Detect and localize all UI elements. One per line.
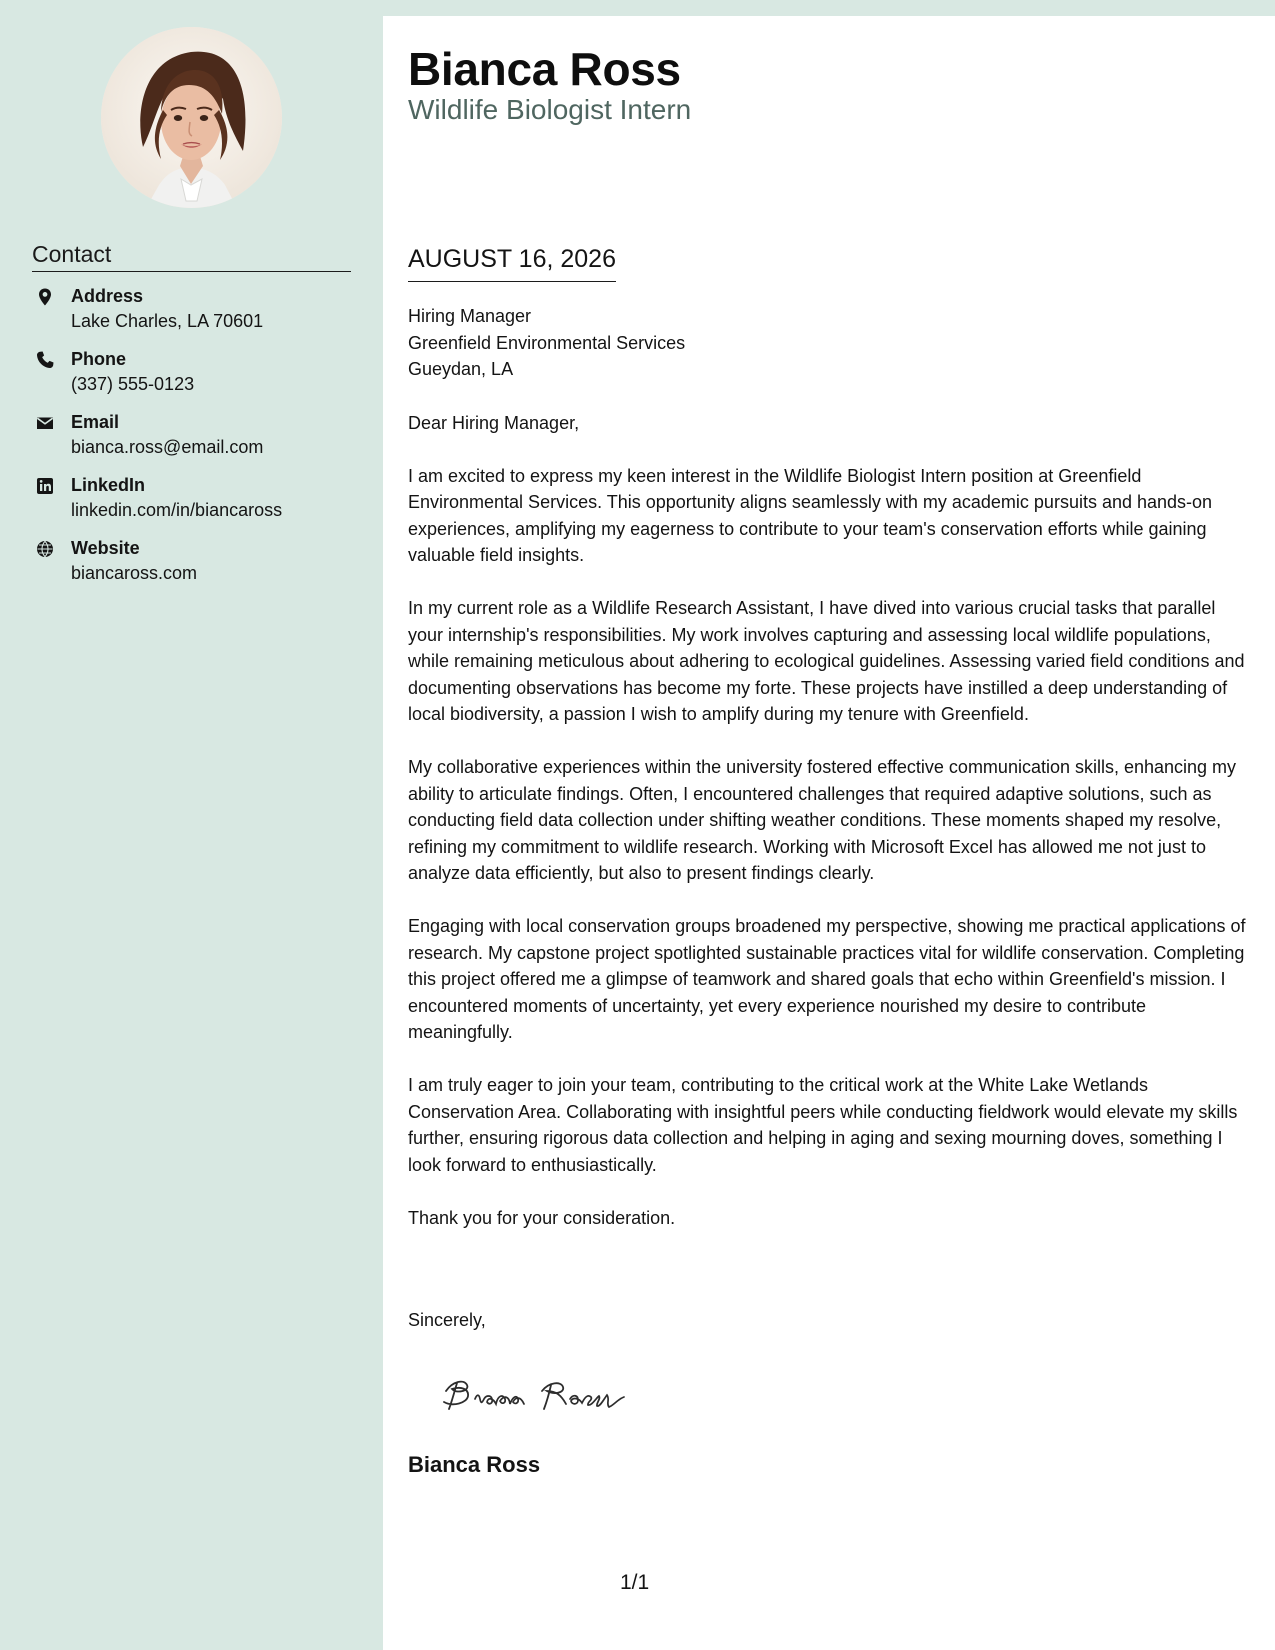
- signature: [440, 1360, 640, 1420]
- letter-date: AUGUST 16, 2026: [408, 243, 616, 282]
- contact-item-address: [32, 284, 362, 347]
- letter-paragraph: I am truly eager to join your team, contributing to the critical work at the White Lake Wetlands Conservation Area. Collaborating with insightful peers while conducting fieldwork would elevate my skills further, ensuring rigorous data collection and helping in aging and sexing mourning doves, something I look forward to enthusiastically.: [408, 1075, 1238, 1175]
- contact-value-email: bianca.ross@email.com: [71, 437, 264, 457]
- letter-body: [408, 410, 1254, 1258]
- recipient-line: Hiring Manager: [408, 306, 532, 326]
- contact-label-email: Email: [71, 412, 120, 432]
- contact-heading: Contact: [32, 240, 351, 272]
- letter-closing: Sincerely,: [408, 1310, 486, 1330]
- recipient-company: Greenfield Environmental Services: [408, 332, 686, 353]
- globe-icon: [35, 539, 55, 559]
- applicant-title: Wildlife Biologist Intern: [408, 94, 692, 125]
- applicant-name: Bianca Ross: [408, 43, 681, 95]
- signature-image: [440, 1360, 640, 1420]
- signer-name: Bianca Ross: [408, 1452, 541, 1477]
- profile-portrait-illustration: [101, 27, 282, 208]
- contact-label-address: Address: [71, 286, 144, 306]
- letter-paragraph: My collaborative experiences within the university fostered effective communication skills, enhancing my ability to articulate findings. Often, I encountered challenges that required adaptive solutions, such as conducting field data collection under shifting weather conditions. These moments shaped my resolve, refining my commitment to wildlife research. Working with Microsoft Excel has allowed me not just to analyze data efficiently, but also to present findings clearly.: [408, 757, 1237, 883]
- contact-item-website: [32, 536, 362, 599]
- recipient-location: Gueydan, LA: [408, 359, 514, 379]
- contact-item-linkedin: [32, 473, 362, 536]
- thank-you-line: Thank you for your consideration.: [408, 1207, 676, 1228]
- contact-value-website: biancaross.com: [71, 563, 198, 583]
- linkedin-icon: [35, 476, 55, 496]
- envelope-icon: [35, 413, 55, 433]
- contact-label-website: Website: [71, 538, 140, 558]
- letter-paragraph: I am excited to express my keen interest in the Wildlife Biologist Intern position at Greenfield Environmental Services. This opportunity aligns seamlessly with my academic pursuits and hands-on experiences, amplifying my eagerness to contribute to your team's conservation efforts while gaining valuable field insights.: [408, 465, 1213, 565]
- contact-item-phone: [32, 347, 362, 410]
- phone-icon: [35, 350, 55, 370]
- contact-item-email: [32, 410, 362, 473]
- contact-value-phone: (337) 555-0123: [71, 374, 195, 394]
- salutation: Dear Hiring Manager,: [408, 413, 580, 433]
- contact-list: [32, 284, 362, 599]
- recipient-block: [408, 303, 685, 383]
- sidebar: [0, 0, 383, 1650]
- page-number: 1/1: [620, 1571, 650, 1594]
- map-pin-icon: [35, 287, 55, 307]
- contact-label-linkedin: LinkedIn: [71, 475, 146, 495]
- contact-value-address: Lake Charles, LA 70601: [71, 311, 264, 331]
- letter-paragraph: Engaging with local conservation groups broadened my perspective, showing me practical applications of research. My capstone project spotlighted sustainable practices vital for wildlife conservation. Completing this project offered me a glimpse of teamwork and shared goals that echo within Greenfield's mission. I encountered moments of uncertainty, yet every experience nourished my desire to contribute meaningfully.: [408, 916, 1246, 1042]
- contact-value-linkedin: linkedin.com/in/biancaross: [71, 500, 283, 520]
- contact-label-phone: Phone: [71, 349, 127, 369]
- profile-photo: [101, 27, 282, 208]
- letter-paragraph: In my current role as a Wildlife Research Assistant, I have dived into various crucial tasks that parallel your internship's responsibilities. My work involves capturing and assessing local wildlife populations, while remaining meticulous about adhering to ecological guidelines. Assessing varied field conditions and documenting observations has become my forte. These projects have instilled a deep understanding of local biodiversity, a passion I wish to amplify during my tenure with Greenfield.: [408, 598, 1245, 724]
